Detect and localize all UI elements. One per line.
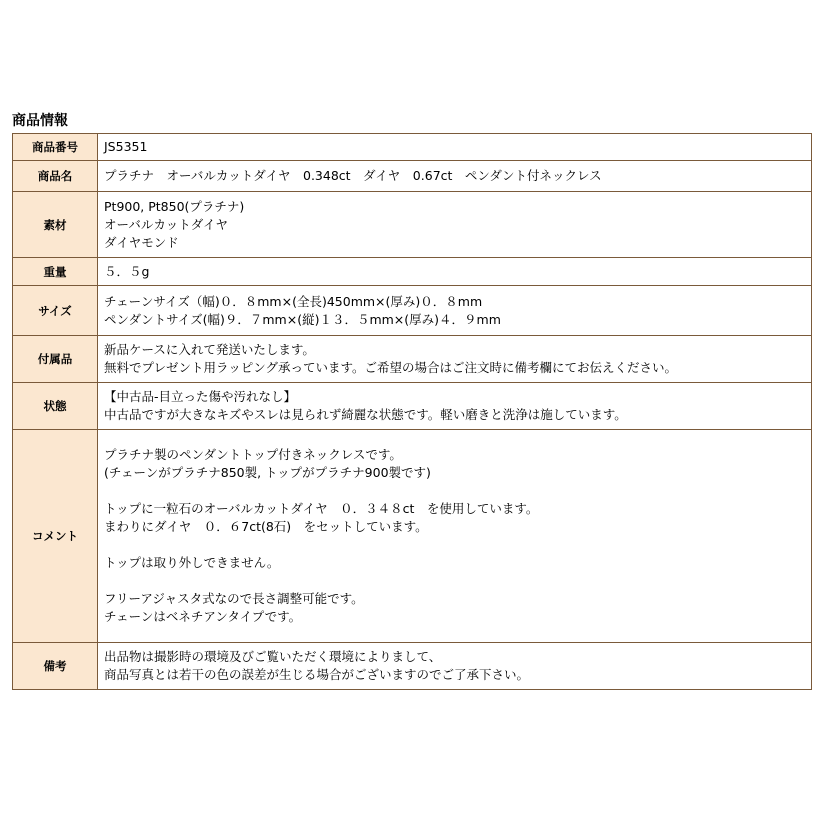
comment-line: まわりにダイヤ ０．６7ct(8石) をセットしています。: [104, 519, 428, 534]
section-title: 商品情報: [12, 113, 68, 129]
row-label-product-number: 商品番号: [13, 134, 98, 161]
table-row: [13, 336, 812, 383]
row-value-weight: ５．５g: [98, 258, 812, 286]
size-line: ペンダントサイズ(幅)９．７mm×(縦)１３．５mm×(厚み)４．９mm: [104, 311, 501, 327]
row-label-comment: コメント: [13, 430, 98, 643]
row-value-comment: [98, 430, 812, 643]
table-row: [13, 192, 812, 258]
comment-spacer: [104, 482, 807, 500]
comment-line: プラチナ製のペンダントトップ付きネックレスです。: [104, 447, 402, 462]
comment-line: (チェーンがプラチナ850製, トップがプラチナ900製です): [104, 465, 431, 480]
condition-line: 【中古品-目立った傷や汚れなし】: [104, 389, 297, 404]
row-value-condition: [98, 383, 812, 430]
row-value-material: [98, 192, 812, 258]
accessories-line: 新品ケースに入れて発送いたします。: [104, 342, 315, 357]
table-row: [13, 430, 812, 643]
remarks-line: 商品写真とは若干の色の誤差が生じる場合がございますのでご了承下さい。: [104, 667, 530, 682]
comment-line: フリーアジャスタ式なので長さ調整可能です。: [104, 591, 364, 606]
table-row: [13, 383, 812, 430]
table-row: [13, 643, 812, 690]
row-label-size: サイズ: [13, 286, 98, 336]
row-value-product-name: プラチナ オーバルカットダイヤ 0.348ct ダイヤ 0.67ct ペンダント付ネックレス: [98, 161, 812, 192]
comment-spacer: [104, 572, 807, 590]
comment-spacer: [104, 536, 807, 554]
accessories-line: 無料でプレゼント用ラッピング承っています。ご希望の場合はご注文時に備考欄にてお伝えください。: [104, 360, 678, 375]
product-info-table: [12, 133, 812, 690]
table-row: [13, 258, 812, 286]
table-row: [13, 286, 812, 336]
material-line: ダイヤモンド: [104, 234, 179, 250]
comment-line: トップは取り外しできません。: [104, 555, 280, 570]
row-value-remarks: [98, 643, 812, 690]
size-line: チェーンサイズ（幅)０．８mm×(全長)450mm×(厚み)０．８mm: [104, 293, 483, 309]
material-line: オーバルカットダイヤ: [104, 216, 229, 232]
table-row: [13, 161, 812, 192]
row-label-condition: 状態: [13, 383, 98, 430]
row-value-accessories: [98, 336, 812, 383]
row-label-accessories: 付属品: [13, 336, 98, 383]
table-row: [13, 134, 812, 161]
comment-line: トップに一粒石のオーバルカットダイヤ ０．３４８ct を使用しています。: [104, 501, 539, 516]
row-label-product-name: 商品名: [13, 161, 98, 192]
row-label-weight: 重量: [13, 258, 98, 286]
comment-line: チェーンはベネチアンタイプです。: [104, 609, 302, 624]
row-label-remarks: 備考: [13, 643, 98, 690]
remarks-line: 出品物は撮影時の環境及びご覧いただく環境によりまして、: [104, 649, 442, 664]
material-line: Pt900, Pt850(プラチナ): [104, 198, 245, 214]
row-value-size: [98, 286, 812, 336]
row-label-material: 素材: [13, 192, 98, 258]
condition-line: 中古品ですが大きなキズやスレは見られず綺麗な状態です。軽い磨きと洗浄は施しています。: [104, 407, 627, 422]
row-value-product-number: JS5351: [98, 134, 812, 161]
